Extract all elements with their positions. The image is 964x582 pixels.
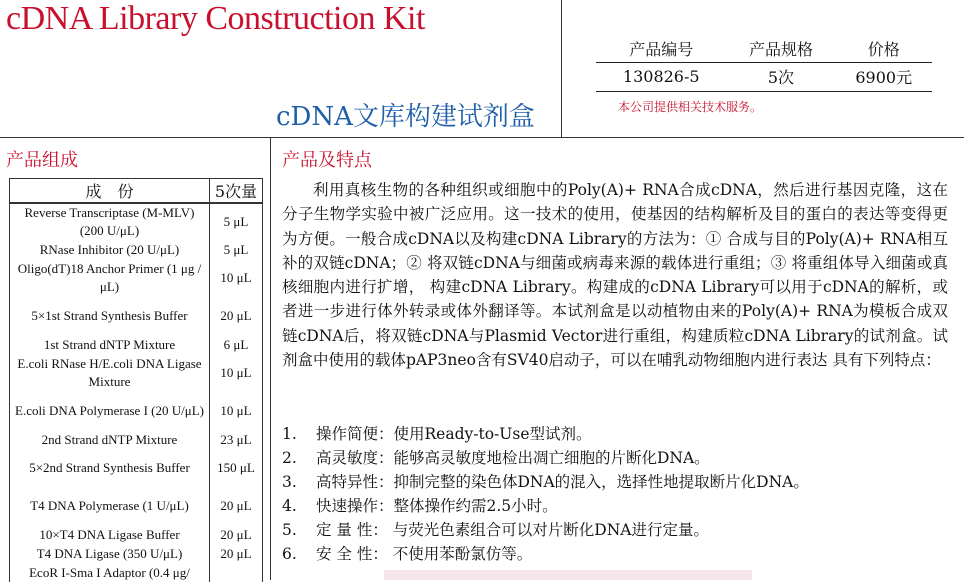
- feature-number: 5.: [282, 521, 297, 539]
- feature-item: [282, 542, 948, 564]
- feature-text: 快速操作：整体操作约需2.5小时。: [316, 497, 558, 515]
- component-amount: 6 μL: [210, 335, 263, 354]
- spec-size: 5次: [726, 63, 835, 92]
- composition-table: [9, 178, 263, 582]
- component-amount: 150 μL: [210, 449, 263, 487]
- component-name: RNase Inhibitor (20 U/μL): [10, 240, 210, 259]
- divider-vertical-main: [270, 137, 271, 580]
- component-amount: 5 μL: [210, 240, 263, 259]
- feature-number: 6.: [282, 545, 297, 563]
- component-name: EcoR I-Sma I Adaptor (0.4 μg/: [10, 563, 210, 582]
- component-name: Reverse Transcriptase (M-MLV) (200 U/μL): [10, 203, 210, 240]
- spec-code: 130826-5: [596, 63, 726, 92]
- component-name: 10×T4 DNA Ligase Buffer: [10, 525, 210, 544]
- spec-header-code: 产品编号: [596, 36, 726, 63]
- spec-table: [596, 36, 932, 92]
- component-amount: 20 μL: [210, 525, 263, 544]
- component-amount: 10 μL: [210, 259, 263, 297]
- feature-item: [282, 494, 948, 516]
- component-name: 2nd Strand dNTP Mixture: [10, 430, 210, 449]
- feature-number: 2.: [282, 449, 297, 467]
- component-name: 5×1st Strand Synthesis Buffer: [10, 297, 210, 335]
- component-amount: [210, 563, 263, 582]
- component-amount: 23 μL: [210, 430, 263, 449]
- component-name: T4 DNA Ligase (350 U/μL): [10, 544, 210, 563]
- component-name: E.coli RNase H/E.coli DNA Ligase Mixture: [10, 354, 210, 392]
- component-amount: 20 μL: [210, 487, 263, 525]
- composition-col-name: 成 份: [10, 179, 210, 204]
- feature-number: 4.: [282, 497, 297, 515]
- component-name: T4 DNA Polymerase (1 U/μL): [10, 487, 210, 525]
- composition-col-amount: 5次量: [210, 179, 263, 204]
- component-name: 5×2nd Strand Synthesis Buffer: [10, 449, 210, 487]
- feature-number: 1.: [282, 425, 297, 443]
- feature-text: 操作简便：使用Ready-to-Use型试剂。: [316, 425, 592, 443]
- feature-item: [282, 422, 948, 444]
- spec-header-size: 产品规格: [726, 36, 835, 63]
- features-heading: 产品及特点: [282, 150, 372, 171]
- feature-number: 3.: [282, 473, 297, 491]
- feature-text: 安 全 性： 不使用苯酚氯仿等。: [316, 545, 533, 563]
- product-title: cDNA Library Construction Kit: [6, 0, 425, 37]
- description-text: [282, 178, 948, 372]
- feature-text: 高特异性：抑制完整的染色体DNA的混入，选择性地提取断片化DNA。: [316, 473, 809, 491]
- service-notice: 本公司提供相关技术服务。: [618, 100, 763, 114]
- component-amount: 5 μL: [210, 203, 263, 240]
- component-amount: 20 μL: [210, 544, 263, 563]
- feature-text: 定 量 性： 与荧光色素组合可以对片断化DNA进行定量。: [316, 521, 709, 539]
- component-name: 1st Strand dNTP Mixture: [10, 335, 210, 354]
- divider-vertical-top: [561, 0, 562, 137]
- composition-heading: 产品组成: [6, 150, 78, 171]
- feature-text: 高灵敏度：能够高灵敏度地检出凋亡细胞的片断化DNA。: [316, 449, 710, 467]
- component-amount: 10 μL: [210, 392, 263, 430]
- spec-price: 6900元: [835, 63, 932, 92]
- highlight-bar: [384, 570, 752, 580]
- feature-item: [282, 518, 948, 540]
- feature-item: [282, 446, 948, 468]
- spec-header-price: 价格: [835, 36, 932, 63]
- description-paragraph: 利用真核生物的各种组织或细胞中的Poly(A)+ RNA合成cDNA，然后进行基因克隆，这在分子生物学实验中被广泛应用。这一技术的使用，使基因的结构解析及目的蛋白的表达等变得更为方便。一般合成cDNA以及构建cDNA Library的方法为：① 合成与目的Poly(A)+ RNA相互补的双链cDNA；② 将双链cDNA与细菌或病毒来源的载体进行重组；③ 将重组体导入细菌或真核细胞内进行扩增， 构建cDNA Library。构建成的cDNA Library可以用于cDNA的解析，或者进一步进行体外转录或体外翻译等。本试剂盒是以动植物由来的Poly(A)+ RNA为模板合成双链cDNA后，将双链cDNA与Plasmid Vector进行重组，构建质粒cDNA Library的试剂盒。试剂盒中使用的载体pAP3neo含有SV40启动子，可以在哺乳动物细胞内进行表达 具有下列特点：: [282, 181, 948, 370]
- product-subtitle: cDNA文库构建试剂盒: [276, 102, 535, 132]
- divider-horizontal: [0, 137, 964, 138]
- feature-item: [282, 470, 948, 492]
- component-amount: 10 μL: [210, 354, 263, 392]
- component-amount: 20 μL: [210, 297, 263, 335]
- component-name: Oligo(dT)18 Anchor Primer (1 μg /μL): [10, 259, 210, 297]
- component-name: E.coli DNA Polymerase I (20 U/μL): [10, 392, 210, 430]
